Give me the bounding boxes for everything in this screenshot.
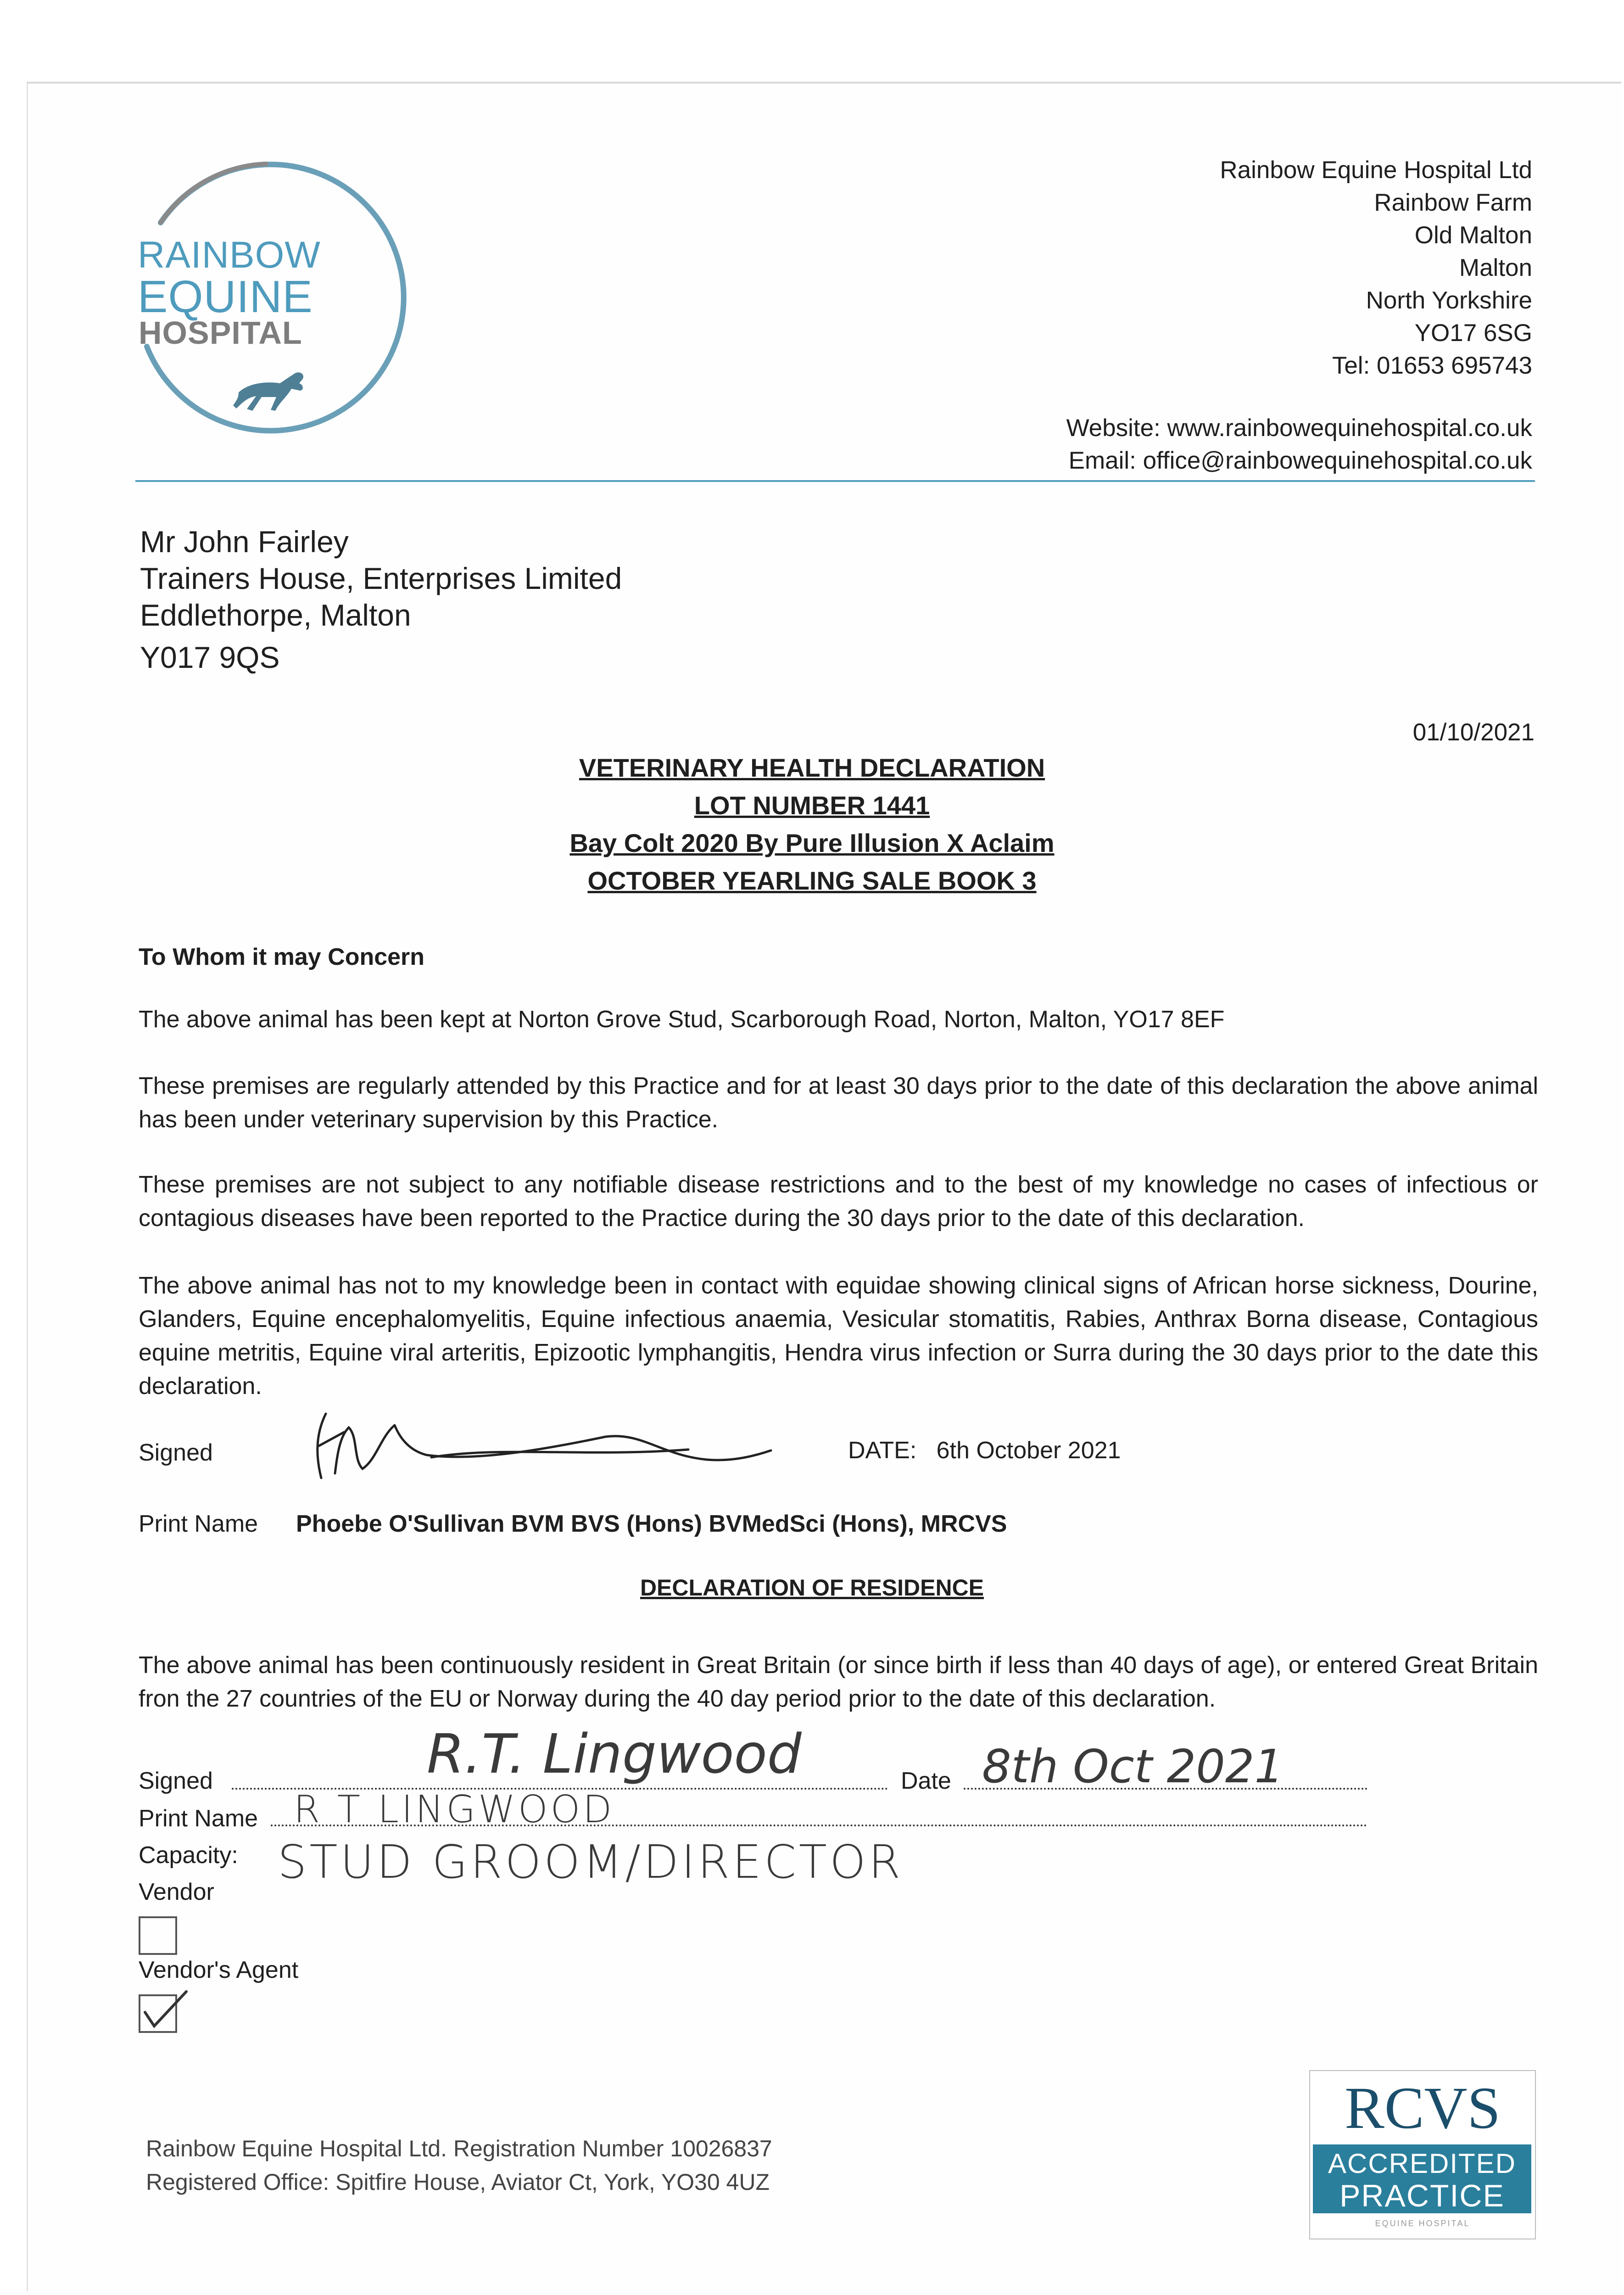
address-line: Rainbow Farm — [1374, 189, 1532, 216]
address-line: YO17 6SG — [1414, 319, 1532, 347]
rcvs-wordmark: RCVS — [1345, 2075, 1501, 2141]
logo-line-equine: EQUINE — [138, 271, 313, 322]
rcvs-practice: PRACTICE — [1339, 2178, 1505, 2213]
recipient-address — [140, 523, 622, 676]
recipient-line: Trainers House, Enterprises Limited — [140, 561, 622, 595]
residence-signed-label: Signed — [139, 1768, 213, 1794]
residence-print-label: Print Name — [139, 1805, 258, 1832]
vendor-agent-checkbox[interactable] — [139, 1994, 177, 2033]
title-declaration: VETERINARY HEALTH DECLARATION — [579, 753, 1045, 782]
vet-signature-graphic — [294, 1405, 780, 1483]
website-link[interactable]: Website: www.rainbowequinehospital.co.uk — [1066, 414, 1532, 442]
residence-heading: DECLARATION OF RESIDENCE — [640, 1575, 984, 1601]
capacity-hand: STUD GROOM/DIRECTOR — [278, 1835, 904, 1889]
rcvs-accredited-badge — [1309, 2070, 1536, 2239]
rcvs-small-caption: EQUINE HOSPITAL — [1375, 2219, 1470, 2228]
address-line: Tel: 01653 695743 — [1332, 352, 1532, 379]
address-line: North Yorkshire — [1366, 287, 1532, 314]
residence-date-hand: 8th Oct 2021 — [982, 1740, 1284, 1793]
vendor-label: Vendor — [139, 1879, 214, 1905]
contact-details — [706, 412, 1532, 477]
vendor-agent-label: Vendor's Agent — [139, 1957, 299, 1983]
address-line: Old Malton — [1414, 222, 1532, 249]
vet-date-field — [848, 1437, 1121, 1464]
vendor-checkbox[interactable] — [139, 1916, 177, 1955]
email-link[interactable]: Email: office@rainbowequinehospital.co.uk — [1068, 447, 1532, 474]
recipient-line: Mr John Fairley — [140, 525, 349, 559]
vet-signed-label: Signed — [139, 1439, 213, 1466]
hospital-logo — [128, 154, 413, 434]
header-divider — [135, 480, 1535, 482]
residence-print-hand: R T LINGWOOD — [294, 1788, 615, 1831]
vet-date-label: DATE: — [848, 1437, 917, 1464]
residence-date-label: Date — [901, 1768, 951, 1794]
title-sale: OCTOBER YEARLING SALE BOOK 3 — [587, 866, 1037, 895]
recipient-line: Y017 9QS — [140, 640, 280, 674]
capacity-label: Capacity: — [139, 1842, 238, 1869]
residence-text: The above animal has been continuously resident in Great Britain (or since birth if less than 40 days of age), or entered Great Britain fron the 27 countries of the EU or Norway during the 40 day period prior to the date of this declaration. — [139, 1652, 1538, 1712]
rcvs-accredited: ACCREDITED — [1328, 2148, 1517, 2179]
logo-line-rainbow: RAINBOW — [138, 234, 321, 276]
checkmark-icon — [140, 1987, 191, 2028]
vet-date-value: 6th October 2021 — [936, 1437, 1121, 1464]
vet-print-label: Print Name — [139, 1511, 258, 1537]
recipient-line: Eddlethorpe, Malton — [140, 598, 411, 632]
footer-office: Registered Office: Spitfire House, Aviator Ct, York, YO30 4UZ — [146, 2169, 770, 2195]
residence-signature: R.T. Lingwood — [427, 1722, 802, 1786]
salutation: To Whom it may Concern — [139, 944, 425, 970]
address-line: Malton — [1459, 254, 1532, 281]
vet-print-value: Phoebe O'Sullivan BVM BVS (Hons) BVMedSci (Hons), MRCVS — [296, 1511, 1007, 1537]
horse-icon — [233, 372, 303, 411]
letter-date: 01/10/2021 — [1412, 719, 1535, 746]
footer-registration: Rainbow Equine Hospital Ltd. Registration Number 10026837 — [146, 2136, 772, 2161]
address-line: Rainbow Equine Hospital Ltd — [1220, 157, 1532, 184]
paragraph-contact: The above animal has not to my knowledge been in contact with equidae showing clinical signs of African horse sickness, Dourine, Glanders, Equine encephalomyelitis, Equine infectious anaemia, Vesicular stomatitis, Rabies, Anthrax Borna disease, Contagious equine metritis, Equine viral arteritis, Epizootic lymphangitis, Hendra virus infection or Surra during the 30 days prior to the date this declaration. — [139, 1272, 1538, 1399]
paragraph-attended: These premises are regularly attended by this Practice and for at least 30 days prior to the date of this declaration the above animal has been under veterinary supervision by this Practice. — [139, 1073, 1538, 1133]
title-lot-number: LOT NUMBER 1441 — [694, 791, 930, 820]
rcvs-banner — [1313, 2144, 1531, 2213]
paragraph-restrictions: These premises are not subject to any notifiable disease restrictions and to the best of my knowledge no cases of infectious or contagious diseases have been reported to the Practice during the 30 days prior to the date of this declaration. — [139, 1171, 1538, 1231]
title-horse: Bay Colt 2020 By Pure Illusion X Aclaim — [569, 828, 1055, 857]
paragraph-kept: The above animal has been kept at Norton Grove Stud, Scarborough Road, Norton, Malton, YO17 8EF — [139, 1006, 1225, 1033]
logo-line-hospital: HOSPITAL — [139, 315, 302, 351]
hospital-address — [890, 154, 1532, 382]
